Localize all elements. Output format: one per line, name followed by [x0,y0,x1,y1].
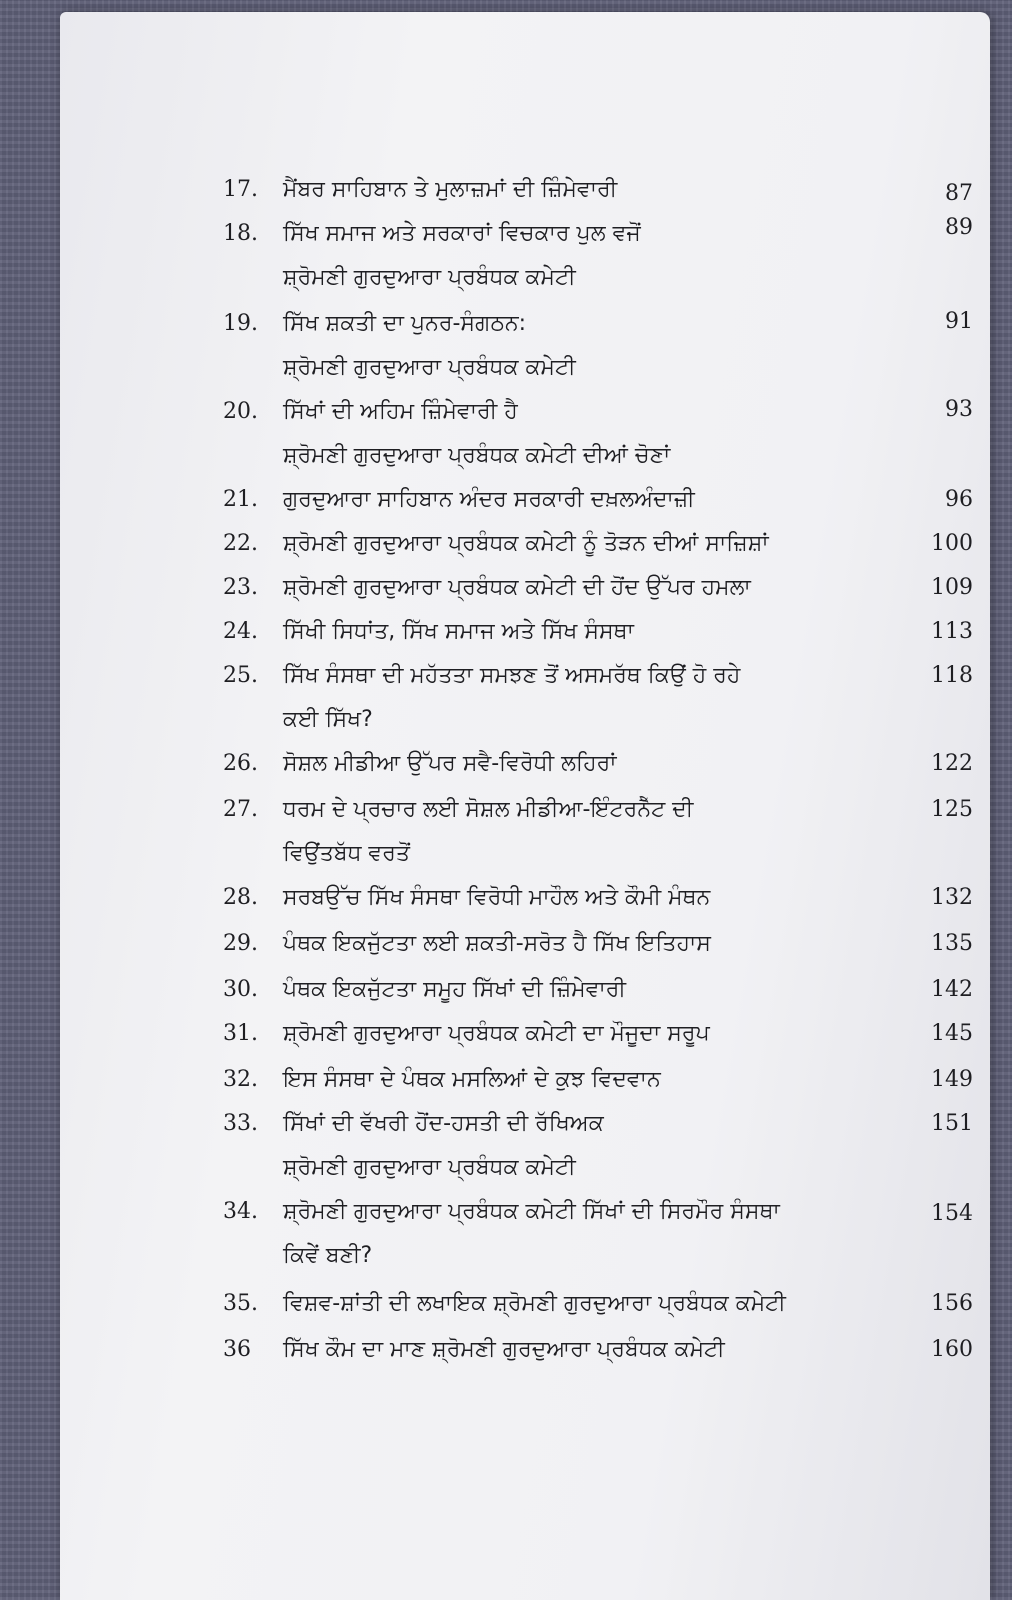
entry-page-number: 135 [931,931,973,956]
entry-title-line: ਸਿੱਖ ਸਮਾਜ ਅਤੇ ਸਰਕਾਰਾਂ ਵਿਚਕਾਰ ਪੁਲ ਵਜੋਂ [283,221,641,246]
entry-title-line: ਧਰਮ ਦੇ ਪ੍ਰਚਾਰ ਲਈ ਸੋਸ਼ਲ ਮੀਡੀਆ-ਇੰਟਰਨੈੱਟ ਦੀ [283,797,694,822]
entry-number: 35. [223,1291,258,1316]
entry-title-line-2: ਸ਼੍ਰੋਮਣੀ ਗੁਰਦੁਆਰਾ ਪ੍ਰਬੰਧਕ ਕਮੇਟੀ [283,355,576,380]
entry-page-number: 118 [931,663,973,688]
entry-title-line-2: ਕਈ ਸਿੱਖ? [283,707,373,732]
entry-title [283,1288,883,1320]
entry-title-line-2: ਕਿਵੇਂ ਬਣੀ? [283,1243,373,1268]
entry-title-line: ਵਿਸ਼ਵ-ਸ਼ਾਂਤੀ ਦੀ ਲਖਾਇਕ ਸ਼੍ਰੋਮਣੀ ਗੁਰਦੁਆਰਾ ਪ੍ਰਬੰਧਕ ਕਮੇਟੀ [283,1291,786,1316]
entry-number: 32. [223,1067,258,1092]
entry-number: 36 [223,1337,251,1362]
entry-page-number: 160 [931,1337,973,1362]
entry-page-number: 96 [945,487,973,512]
entry-number: 26. [223,751,258,776]
entry-number: 19. [223,311,258,336]
entry-title [283,396,883,472]
entry-number: 34. [223,1199,258,1224]
entry-number: 21. [223,487,258,512]
entry-number: 17. [223,177,258,202]
entry-title [283,1108,883,1184]
entry-page-number: 132 [931,885,973,910]
entry-title-line: ਸਰਬਉੱਚ ਸਿੱਖ ਸੰਸਥਾ ਵਿਰੋਧੀ ਮਾਹੌਲ ਅਤੇ ਕੌਮੀ ਮੰਥਨ [283,885,711,910]
entry-title-line-2: ਵਿਉਂਤਬੱਧ ਵਰਤੋਂ [283,841,410,866]
entry-page-number: 142 [931,977,973,1002]
entry-title [283,1018,883,1050]
entry-title-line: ਗੁਰਦੁਆਰਾ ਸਾਹਿਬਾਨ ਅੰਦਰ ਸਰਕਾਰੀ ਦਖ਼ਲਅੰਦਾਜ਼ੀ [283,487,695,512]
entry-number: 30. [223,977,258,1002]
entry-title [283,748,883,780]
entry-number: 24. [223,619,258,644]
entry-title [283,882,883,914]
entry-title-line: ਸੋਸ਼ਲ ਮੀਡੀਆ ਉੱਪਰ ਸਵੈ-ਵਿਰੋਧੀ ਲਹਿਰਾਂ [283,751,617,776]
entry-title [283,528,883,560]
entry-number: 29. [223,931,258,956]
entry-title [283,484,883,516]
entry-title [283,1334,883,1366]
entry-title-line: ਪੰਥਕ ਇਕਜੁੱਟਤਾ ਸਮੂਹ ਸਿੱਖਾਂ ਦੀ ਜ਼ਿੰਮੇਵਾਰੀ [283,977,627,1002]
entry-number: 25. [223,663,258,688]
entry-title [283,1064,883,1096]
entry-title-line: ਸ਼੍ਰੋਮਣੀ ਗੁਰਦੁਆਰਾ ਪ੍ਰਬੰਧਕ ਕਮੇਟੀ ਸਿੱਖਾਂ ਦੀ ਸਿਰਮੌਰ ਸੰਸਥਾ [283,1199,780,1224]
entry-page-number: 109 [931,575,973,600]
entry-title-line-2: ਸ਼੍ਰੋਮਣੀ ਗੁਰਦੁਆਰਾ ਪ੍ਰਬੰਧਕ ਕਮੇਟੀ [283,265,576,290]
entry-page-number: 156 [931,1291,973,1316]
entry-page-number: 113 [931,619,973,644]
entry-title [283,1196,883,1272]
entry-title-line: ਸਿੱਖੀ ਸਿਧਾਂਤ, ਸਿੱਖ ਸਮਾਜ ਅਤੇ ਸਿੱਖ ਸੰਸਥਾ [283,619,634,644]
entry-page-number: 151 [931,1111,973,1136]
entry-title-line-2: ਸ਼੍ਰੋਮਣੀ ਗੁਰਦੁਆਰਾ ਪ੍ਰਬੰਧਕ ਕਮੇਟੀ [283,1155,576,1180]
entry-title-line: ਮੈਂਬਰ ਸਾਹਿਬਾਨ ਤੇ ਮੁਲਾਜ਼ਮਾਂ ਦੀ ਜ਼ਿੰਮੇਵਾਰੀ [283,177,618,202]
entry-title [283,660,883,736]
entry-title-line: ਸ਼੍ਰੋਮਣੀ ਗੁਰਦੁਆਰਾ ਪ੍ਰਬੰਧਕ ਕਮੇਟੀ ਦੀ ਹੋਂਦ ਉੱਪਰ ਹਮਲਾ [283,575,751,600]
entry-title-line: ਸ਼੍ਰੋਮਣੀ ਗੁਰਦੁਆਰਾ ਪ੍ਰਬੰਧਕ ਕਮੇਟੀ ਦਾ ਮੌਜੂਦਾ ਸਰੂਪ [283,1021,710,1046]
entry-title [283,218,883,294]
entry-page-number: 91 [945,309,973,334]
entry-page-number: 145 [931,1021,973,1046]
entry-number: 28. [223,885,258,910]
entry-title [283,616,883,648]
entry-title-line: ਸਿੱਖਾਂ ਦੀ ਅਹਿਮ ਜ਼ਿੰਮੇਵਾਰੀ ਹੈ [283,399,518,424]
entry-title-line: ਇਸ ਸੰਸਥਾ ਦੇ ਪੰਥਕ ਮਸਲਿਆਂ ਦੇ ਕੁਝ ਵਿਦਵਾਨ [283,1067,661,1092]
entry-number: 20. [223,399,258,424]
entry-page-number: 89 [945,215,973,240]
book-page [60,12,990,1600]
entry-title-line: ਸ਼੍ਰੋਮਣੀ ਗੁਰਦੁਆਰਾ ਪ੍ਰਬੰਧਕ ਕਮੇਟੀ ਨੂੰ ਤੋੜਨ ਦੀਆਂ ਸਾਜ਼ਿਸ਼ਾਂ [283,531,769,556]
entry-title-line: ਸਿੱਖਾਂ ਦੀ ਵੱਖਰੀ ਹੋਂਦ-ਹਸਤੀ ਦੀ ਰੱਖਿਅਕ [283,1111,604,1136]
entry-page-number: 149 [931,1067,973,1092]
entry-number: 18. [223,221,258,246]
entry-title-line: ਸਿੱਖ ਸ਼ਕਤੀ ਦਾ ਪੁਨਰ-ਸੰਗਠਨ: [283,311,526,336]
entry-number: 23. [223,575,258,600]
entry-title [283,794,883,870]
entry-page-number: 122 [931,751,973,776]
entry-title-line-2: ਸ਼੍ਰੋਮਣੀ ਗੁਰਦੁਆਰਾ ਪ੍ਰਬੰਧਕ ਕਮੇਟੀ ਦੀਆਂ ਚੋਣਾਂ [283,443,671,468]
entry-title [283,928,883,960]
entry-page-number: 154 [931,1201,973,1226]
entry-title [283,308,883,384]
entry-page-number: 87 [945,181,973,206]
entry-title [283,174,883,206]
entry-number: 22. [223,531,258,556]
entry-page-number: 100 [931,531,973,556]
entry-title-line: ਸਿੱਖ ਕੌਮ ਦਾ ਮਾਣ ਸ਼੍ਰੋਮਣੀ ਗੁਰਦੁਆਰਾ ਪ੍ਰਬੰਧਕ ਕਮੇਟੀ [283,1337,725,1362]
entry-title [283,974,883,1006]
entry-page-number: 125 [931,797,973,822]
entry-number: 31. [223,1021,258,1046]
entry-number: 27. [223,797,258,822]
entry-title [283,572,883,604]
entry-page-number: 93 [945,397,973,422]
entry-number: 33. [223,1111,258,1136]
entry-title-line: ਸਿੱਖ ਸੰਸਥਾ ਦੀ ਮਹੱਤਤਾ ਸਮਝਣ ਤੋਂ ਅਸਮਰੱਥ ਕਿਉਂ ਹੋ ਰਹੇ [283,663,741,688]
entry-title-line: ਪੰਥਕ ਇਕਜੁੱਟਤਾ ਲਈ ਸ਼ਕਤੀ-ਸਰੋਤ ਹੈ ਸਿੱਖ ਇਤਿਹਾਸ [283,931,711,956]
